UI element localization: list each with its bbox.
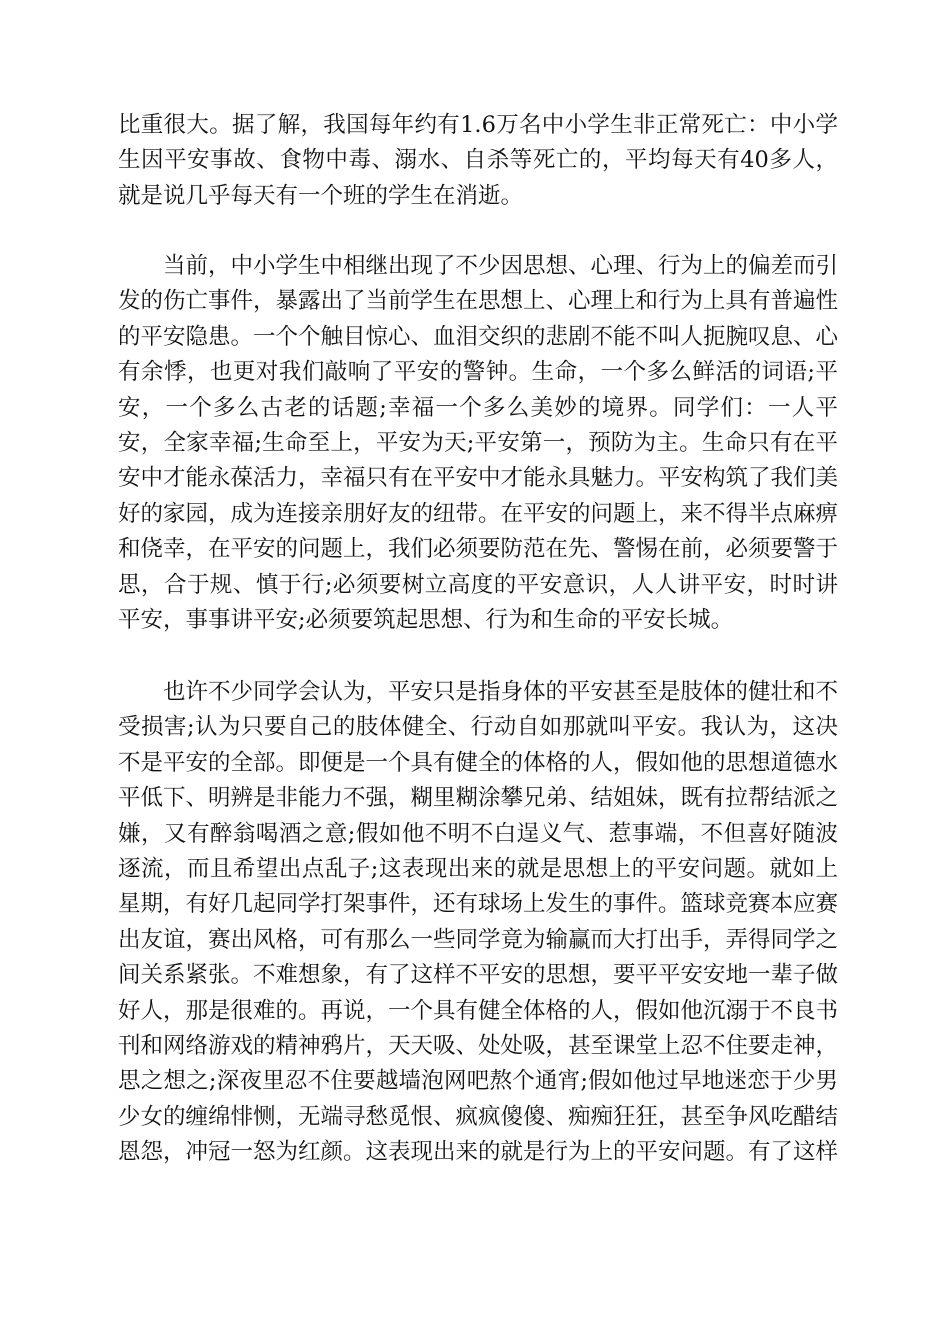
text-line: 少女的缠绵悱恻，无端寻愁觅恨、疯疯傻傻、痴痴狂狂，甚至争风吃醋结	[118, 1103, 839, 1130]
text-line: 不是平安的全部。即便是一个具有健全的体格的人，假如他的思想道德水	[118, 749, 839, 776]
text-line: 嫌，又有醉翁喝酒之意;假如他不明不白逞义气、惹事端，不但喜好随波	[118, 820, 838, 847]
text-line: 就是说几乎每天有一个班的学生在消逝。	[118, 182, 524, 209]
text-line: 好的家园，成为连接亲朋好友的纽带。在平安的问题上，来不得半点麻痹	[118, 500, 839, 527]
text-line: 受损害;认为只要自己的肢体健全、行动自如那就叫平安。我认为，这决	[118, 714, 838, 741]
text-line: 平安，事事讲平安;必须要筑起思想、行为和生命的平安长城。	[118, 607, 734, 634]
text-line: 安，全家幸福;生命至上，平安为天;平安第一，预防为主。生命只有在平	[118, 430, 838, 457]
text-line: 好人，那是很难的。再说，一个具有健全体格的人，假如他沉溺于不良书	[118, 997, 839, 1024]
text-line: 刊和网络游戏的精神鸦片，天天吸、处处吸，甚至课堂上忍不住要走神，	[118, 1033, 839, 1060]
text-line: 安中才能永葆活力，幸福只有在平安中才能永具魅力。平安构筑了我们美	[118, 465, 839, 492]
text-line: 思，合于规、慎于行;必须要树立高度的平安意识，人人讲平安，时时讲	[118, 571, 838, 598]
text-line: 发的伤亡事件，暴露出了当前学生在思想上、心理上和行为上具有普遍性	[118, 288, 839, 315]
text-line: 星期，有好几起同学打架事件，还有球场上发生的事件。篮球竞赛本应赛	[118, 891, 839, 918]
text-line: 的平安隐患。一个个触目惊心、血泪交织的悲剧不能不叫人扼腕叹息、心	[118, 323, 839, 350]
paragraph-3	[118, 675, 838, 1171]
text-line: 有余悸，也更对我们敲响了平安的警钟。生命，一个多么鲜活的词语;平	[118, 359, 838, 386]
text-line: 安，一个多么古老的话题;幸福一个多么美妙的境界。同学们：一人平	[118, 394, 838, 421]
text-line: 生因平安事故、食物中毒、溺水、自杀等死亡的，平均每天有40多人，	[118, 147, 838, 174]
text-line: 和侥幸，在平安的问题上，我们必须要防范在先、警惕在前，必须要警于	[118, 536, 839, 563]
text-line: 思之想之;深夜里忍不住要越墙泡网吧熬个通宵;假如他过早地迷恋于少男	[118, 1068, 838, 1095]
paragraph-1	[118, 108, 838, 214]
text-line: 当前，中小学生中相继出现了不少因思想、心理、行为上的偏差而引	[163, 253, 839, 279]
paragraph-2	[118, 249, 838, 638]
text-line: 恩怨，冲冠一怒为红颜。这表现出来的就是行为上的平安问题。有了这样	[118, 1139, 839, 1166]
text-line: 比重很大。据了解，我国每年约有1.6万名中小学生非正常死亡：中小学	[118, 112, 838, 138]
text-line: 间关系紧张。不难想象，有了这样不平安的思想，要平平安安地一辈子做	[118, 962, 839, 989]
text-line: 也许不少同学会认为，平安只是指身体的平安甚至是肢体的健壮和不	[163, 679, 839, 705]
text-line: 平低下、明辨是非能力不强，糊里糊涂攀兄弟、结姐妹，既有拉帮结派之	[118, 785, 839, 812]
text-line: 逐流，而且希望出点乱子;这表现出来的就是思想上的平安问题。就如上	[118, 856, 838, 883]
text-line: 出友谊，赛出风格，可有那么一些同学竟为输赢而大打出手，弄得同学之	[118, 926, 839, 953]
